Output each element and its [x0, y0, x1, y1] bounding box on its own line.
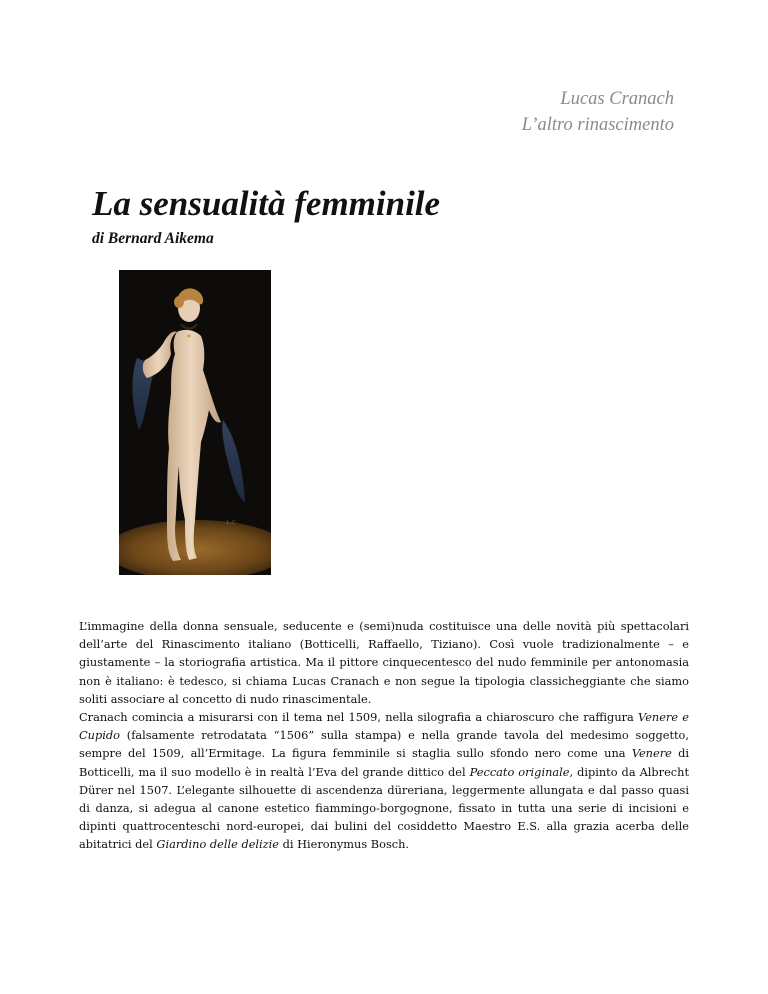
svg-text:·L·C·: ·L·C·: [225, 520, 237, 526]
article-title: La sensualità femminile: [92, 184, 441, 223]
paragraph-1: [79, 617, 689, 708]
paragraph-2-seg-0: Cranach comincia a misurarsi con il tema nel 1509, nella silografia a chiaroscuro che raffigura: [79, 710, 639, 725]
paragraph-2-seg-6: , dipinto da Albrecht Dürer nel 1507. L’elegante silhouette di ascendenza düreriana, leggermente allungata e dal passo quasi di danza, si adegua al canone estetico fiammingo-borgognone, fissato in tutta una serie di incisioni e dipinti quattrocenteschi nord-europei, dai bulini del cosiddetto Maestro E.S. alla grazia acerba delle abitatrici del: [79, 764, 690, 852]
article-byline: di Bernard Aikema: [92, 230, 214, 247]
paragraph-2-seg-8: di Hieronymus Bosch.: [279, 837, 410, 852]
article-body: [79, 617, 689, 854]
header-author: Lucas Cranach: [560, 89, 674, 109]
painting-image: [119, 270, 271, 575]
paragraph-2: [79, 708, 689, 854]
artwork-title-peccato-originale: Peccato originale: [469, 764, 570, 779]
paragraph-1-text: L’immagine della donna sensuale, seducente e (semi)nuda costituisce una delle novità più spettacolari dell’arte del Rinascimento italiano (Botticelli, Raffaello, Tiziano). Così vuole tradizionalmente – e giustamente – la storiografia artistica. Ma il pittore cinquecentesco del nudo femminile per antonomasia non è italiano: è tedesco, si chiama Lucas Cranach e non segue la tipologia classicheggiante che siamo soliti associare al concetto di nudo rinascimentale.: [79, 619, 689, 706]
paragraph-2-seg-2: (falsamente retrodatata “1506” sulla stampa) e nella grande tavola del medesimo soggetto, sempre del 1509, all’Ermitage. La figura femminile si staglia sullo sfondo nero come una: [79, 728, 689, 761]
book-header: [522, 86, 674, 138]
header-subtitle: L’altro rinascimento: [521, 115, 674, 135]
artwork-title-giardino-delle-delizie: Giardino delle delizie: [156, 837, 279, 852]
artwork-title-venere-e-cupido: Venere e Cupido: [79, 710, 689, 743]
artwork-title-venere: Venere: [631, 746, 672, 761]
paragraph-2-seg-4: di Botticelli, ma il suo modello è in realtà l’Eva del grande dittico del: [79, 746, 690, 779]
